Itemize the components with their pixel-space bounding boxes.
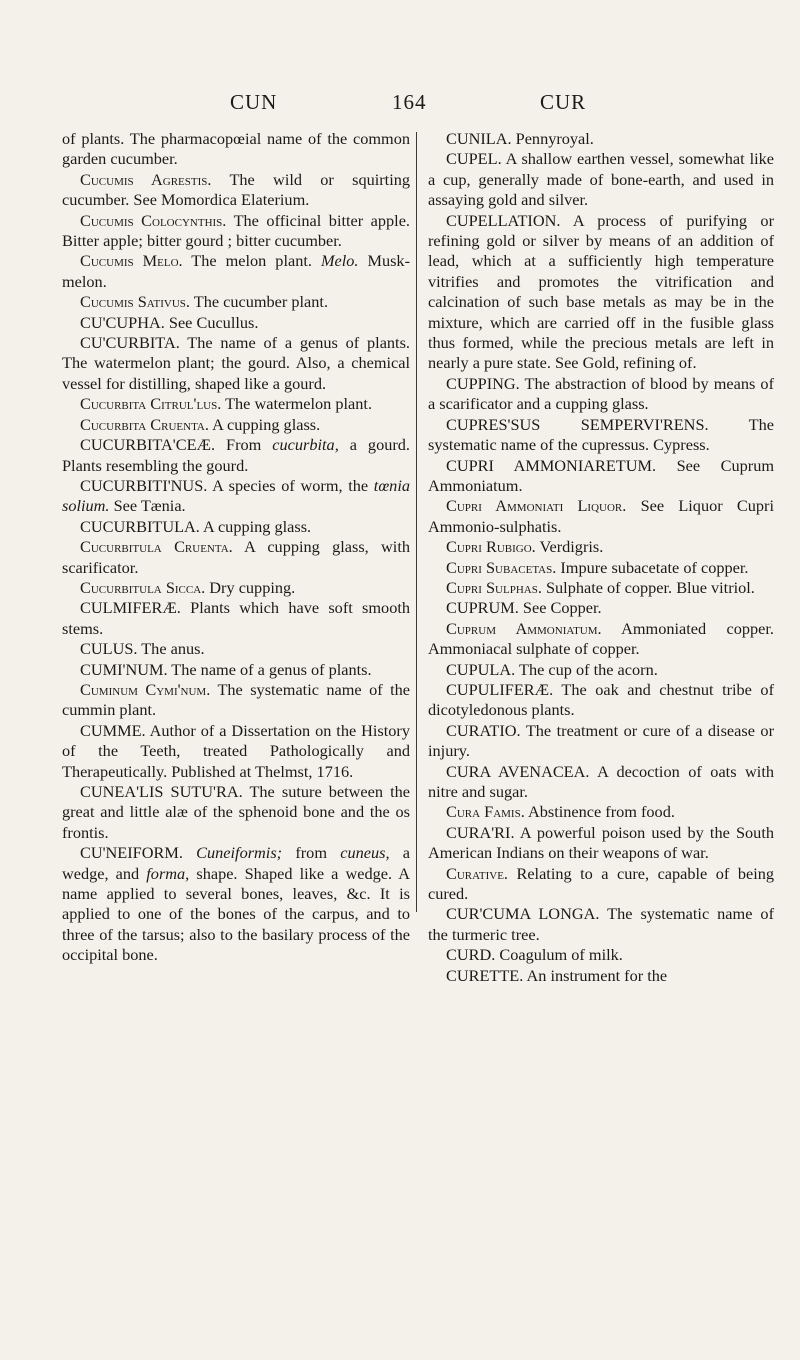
entry-definition: See Copper. [518,598,602,618]
entry-definition: The treatment or cure of a disease or injury. [428,720,774,761]
dictionary-entry [62,680,410,721]
entry-definition: Abstinence from food. [524,802,675,822]
dictionary-entry [62,660,410,680]
dictionary-entry [428,864,774,905]
entry-definition: The officinal bitter apple. Bitter apple; bitter gourd ; bitter cucumber. [62,210,411,251]
entry-definition: A shallow earthen vessel, somewhat like a cup, generally made of bone-earth, and used in assaying gold and silver. [428,149,774,210]
entry-definition: from [282,843,341,863]
entry-definition: A cupping glass. [208,414,321,434]
entry-headword: CUPPING. [446,373,520,393]
right-column [428,129,774,986]
entry-italic-term: cuneus, [340,843,390,863]
entry-headword: CU'CURBITA. [80,333,180,353]
entry-italic-term: Melo. [320,251,359,271]
entry-definition: A decoction of oats with nitre and sugar. [428,761,774,801]
dictionary-entry [428,415,774,456]
entry-definition: Pennyroyal. [511,129,594,148]
entry-headword: CURA'RI. [446,822,515,842]
entry-definition: Ammoniated copper. Ammoniacal sulphate of copper. [428,618,775,659]
entry-definition: Plants which have soft smooth stems. [62,598,410,638]
entry-definition: The anus. [137,639,205,659]
entry-definition: See Liquor Cupri Ammonio-sulphatis. [428,496,774,536]
entry-headword: CUNEA'LIS SUTU'RA. [80,782,243,801]
dictionary-entry [62,313,410,333]
dictionary-entry [62,721,410,782]
entry-italic-term: forma, [146,863,190,883]
entry-text: of plants. The pharmacopœial name of the common garden cucumber. [62,129,410,169]
entry-definition: The systematic name of the turmeric tree. [428,904,774,944]
entry-definition: a wedge, and [62,843,410,883]
entry-definition: Relating to a cure, capable of being cured. [428,863,774,904]
dictionary-entry [62,435,410,476]
dictionary-entry [62,211,410,252]
entry-definition: An instrument for the [523,965,668,985]
entry-headword: CUMME. [80,720,146,740]
dictionary-entry [62,639,410,659]
entry-headword: CUPEL. [446,149,502,169]
entry-definition: The systematic name of the cupressus. Cypress. [428,414,774,455]
entry-headword: Cucumis Melo. [80,251,183,271]
dictionary-entry [62,170,410,211]
entry-definition: The wild or squirting cucumber. See Momordica Elaterium. [62,169,411,210]
dictionary-entry [428,721,774,762]
dictionary-entry [428,904,774,945]
entry-definition: The cup of the acorn. [515,659,658,679]
entry-headword: CUPELLATION. [446,210,561,230]
entry-headword: CUPRES'SUS SEMPERVI'RENS. [446,414,709,434]
page-number: 164 [392,90,427,114]
entry-headword: CULMIFERÆ. [80,598,181,618]
entry-definition: Impure subacetate of copper. [556,557,749,577]
entry-headword: CURA AVENACEA. [446,761,590,781]
entry-headword: CU'NEIFORM. [80,843,183,863]
entry-italic-term: Cuneiformis; [182,843,283,863]
entry-headword: CUR'CUMA LONGA. [446,904,600,924]
dictionary-entry [62,129,410,170]
entry-definition: Coagulum of milk. [495,945,623,965]
dictionary-entry [428,537,774,557]
dictionary-entry [428,945,774,965]
dictionary-entry [62,782,410,843]
entry-definition: The cucumber plant. [189,292,329,312]
entry-headword: Cucurbitula Sicca. [80,577,206,597]
dictionary-entry [428,680,774,721]
entry-headword: Cupri Sulphas. [446,577,542,597]
running-head [0,90,800,120]
dictionary-entry [62,517,410,537]
entry-definition: The melon plant. [182,251,321,271]
entry-headword: Cuprum Ammoniatum. [446,618,602,638]
entry-headword: CUPRUM. [446,598,519,618]
entry-italic-term: cucurbita, [272,435,339,455]
entry-definition: The abstraction of blood by means of a scarificator and a cupping glass. [428,373,774,414]
dictionary-entry [428,578,774,598]
dictionary-entry [428,660,774,680]
entry-headword: Cucumis Sativus. [80,292,190,312]
dictionary-entry [428,496,774,537]
entry-definition: The oak and chestnut tribe of dicotyledonous plants. [428,679,774,720]
entry-definition: A process of purifying or refining gold or silver by means of an addition of lead, which at a sufficiently high temperature vitrifies and promotes the vitrification and calcination of such base metals as may be in the mixture, which are carried off in the fusible glass thus formed, while the precious metals are left in nearly a pure state. See Gold, refining of. [428,210,774,373]
entry-definition: a gourd. Plants resembling the gourd. [62,435,410,475]
left-column [62,129,410,966]
entry-definition: See Cucullus. [164,312,259,332]
dictionary-entry [428,598,774,618]
entry-definition: Author of a Dissertation on the History of the Teeth, treated Pathologically and Therapeutically. Published at Thelmst, 1716. [62,720,410,781]
entry-headword: CULUS. [80,639,138,659]
dictionary-entry [428,456,774,497]
entry-headword: CURD. [446,945,496,965]
dictionary-entry [428,762,774,803]
entry-headword: Cucumis Colocynthis. [80,210,227,230]
entry-definition: Sulphate of copper. Blue vitriol. [541,577,755,597]
entry-definition: The systematic name of the cummin plant. [62,679,411,720]
entry-headword: CUCURBITULA. [80,516,200,536]
dictionary-entry [62,578,410,598]
entry-definition: See Cuprum Ammoniatum. [428,455,775,495]
dictionary-entry [428,374,774,415]
entry-definition: Verdigris. [535,537,604,557]
dictionary-entry [428,966,774,986]
entry-headword: Cupri Subacetas. [446,557,557,577]
dictionary-entry [62,843,410,965]
entry-headword: CURETTE. [446,965,524,985]
dictionary-entry [62,333,410,394]
dictionary-entry [428,129,774,149]
entry-definition: A cupping glass, with scarificator. [62,537,410,577]
entry-headword: CURATIO. [446,720,521,740]
entry-headword: CU'CUPHA. [80,312,165,332]
dictionary-entry [62,394,410,414]
entry-headword: CUMI'NUM. [80,659,168,679]
entry-headword: CUCURBITA'CEÆ. [80,435,216,455]
column-rule [416,132,417,912]
entry-headword: Cupri Rubigo. [446,537,536,557]
entry-headword: CUPRI AMMONIARETUM. [446,455,657,475]
dictionary-entry [428,211,774,374]
running-head-right: CUR [540,90,587,114]
dictionary-entry [428,823,774,864]
entry-headword: CUNILA. [446,129,512,148]
entry-definition: A species of worm, the [207,475,374,495]
entry-definition: From [215,435,273,455]
entry-definition: shape. Shaped like a wedge. A name applied to several bones, leaves, &c. It is applied to one of the bones of the carpus, and to three of the tarsus; also to the basilary process of the occipital bone. [62,863,410,965]
entry-headword: CUPULA. [446,659,516,679]
dictionary-entry [62,476,410,517]
entry-headword: Cucurbitula Cruenta. [80,537,233,557]
dictionary-entry [428,802,774,822]
dictionary-entry [428,558,774,578]
entry-definition: The name of a genus of plants. The watermelon plant; the gourd. Also, a chemical vessel for distilling, shaped like a gourd. [62,333,410,393]
dictionary-entry [62,537,410,578]
dictionary-entry [428,149,774,210]
dictionary-entry [62,415,410,435]
dictionary-entry [62,292,410,312]
entry-definition: A powerful poison used by the South American Indians on their weapons of war. [428,822,774,863]
entry-headword: CUPULIFERÆ. [446,679,554,699]
entry-definition: The name of a genus of plants. [167,659,372,679]
entry-definition: The suture between the great and little alæ of the sphenoid bone and the os frontis. [62,782,410,842]
dictionary-entry [62,251,410,292]
entry-italic-term: tœnia solium. [62,475,410,516]
entry-headword: Cucumis Agrestis. [80,169,212,189]
entry-headword: Cuminum Cymi'num. [80,679,211,699]
dictionary-entry [62,598,410,639]
entry-definition: The watermelon plant. [221,394,373,414]
entry-headword: CUCURBITI'NUS. [80,475,208,495]
running-head-left: CUN [230,90,278,114]
entry-definition: Dry cupping. [205,577,296,597]
entry-definition: See Tænia. [109,496,186,516]
entry-headword: Cucurbita Cruenta. [80,414,209,434]
entry-definition: Musk-melon. [62,251,410,291]
entry-headword: Cupri Ammoniati Liquor. [446,496,627,516]
entry-definition: A cupping glass. [199,516,312,536]
entry-headword: Cucurbita Citrul'lus. [80,394,222,414]
entry-headword: Cura Famis. [446,802,525,822]
entry-headword: Curative. [446,863,508,883]
dictionary-entry [428,619,774,660]
